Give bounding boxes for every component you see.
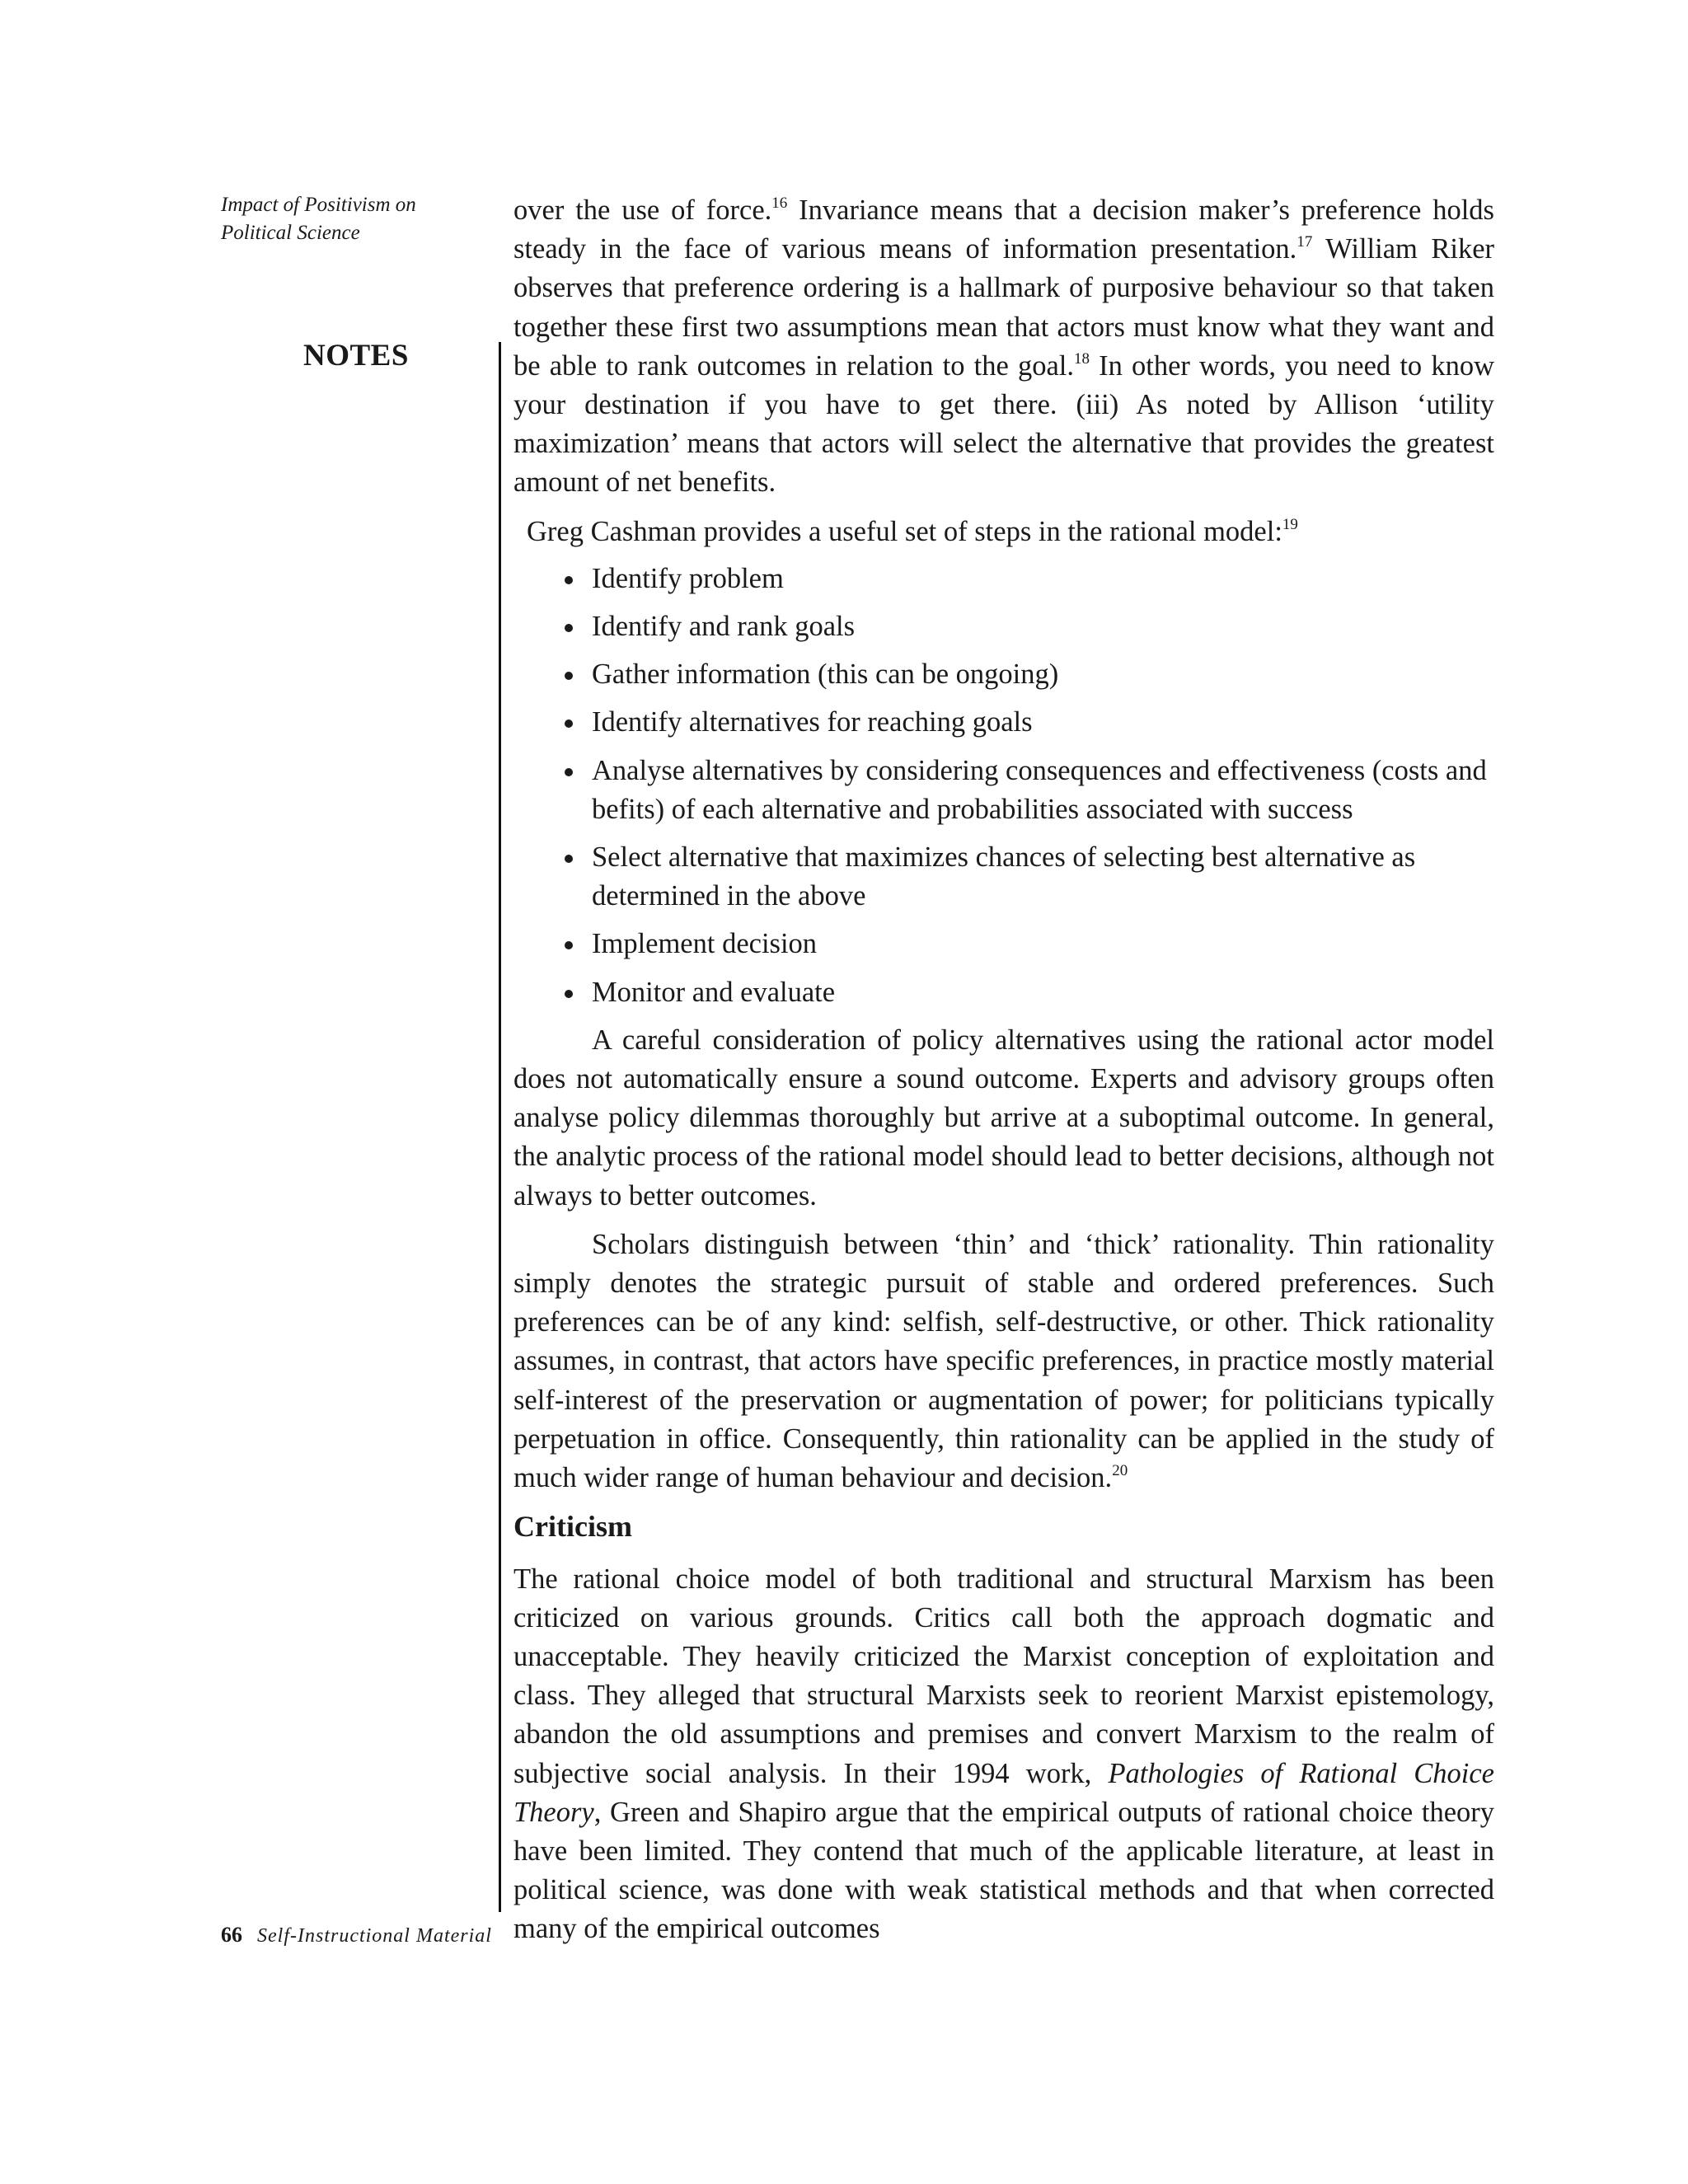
paragraph-2 <box>513 513 1494 551</box>
paragraph-text: Greg Cashman provides a useful set of steps in the rational model: <box>527 515 1282 547</box>
bullet-icon <box>565 855 573 863</box>
notes-label: NOTES <box>303 339 409 373</box>
list-item-text: Analyse alternatives by considering consequences and effectiveness (costs and befits) of each alternative and probabilities associated with success <box>592 754 1487 825</box>
list-item <box>592 703 1494 742</box>
paragraph-text: In other words, you need to know your destination if you have to get there. (iii) As noted by Allison ‘utility maximization’ means that actors will select the alternative that provides the greatest amount of net benefits. <box>513 349 1494 499</box>
bullet-icon <box>565 672 573 680</box>
list-item <box>592 925 1494 963</box>
page-number: 66 <box>221 1923 242 1947</box>
running-title: Impact of Positivism on Political Science <box>221 194 416 244</box>
paragraph-4 <box>513 1226 1494 1497</box>
bullet-icon <box>565 941 573 949</box>
main-text <box>513 191 1494 1949</box>
footer-label: Self-Instructional Material <box>257 1925 492 1947</box>
list-item <box>592 560 1494 598</box>
paragraph-5 <box>513 1560 1494 1949</box>
footnote-ref: 16 <box>771 194 788 212</box>
footnote-ref: 20 <box>1112 1462 1128 1480</box>
list-item <box>592 752 1494 829</box>
paragraph-text: , Green and Shapiro argue that the empirical outputs of rational choice theory have been limited. They contend that much of the applicable literature, at least in political science, was done with weak statistical methods and that when corrected many of the empirical outcomes <box>513 1796 1494 1945</box>
list-item-text: Select alternative that maximizes chances of selecting best alternative as determined in the above <box>592 841 1416 912</box>
list-item-text: Identify problem <box>592 562 784 594</box>
bullet-icon <box>565 576 573 584</box>
footnote-ref: 19 <box>1282 515 1298 533</box>
paragraph-text: over the use of force. <box>513 194 772 226</box>
page-footer <box>221 1923 492 1947</box>
list-item-text: Monitor and evaluate <box>592 976 836 1008</box>
list-item-text: Gather information (this can be ongoing) <box>592 658 1059 691</box>
list-item <box>592 655 1494 694</box>
footnote-ref: 17 <box>1296 233 1313 251</box>
notes-divider-rule <box>499 342 501 1912</box>
paragraph-text: Scholars distinguish between ‘thin’ and ‘thick’ rationality. Thin rationality simply denotes the strategic pursuit of stable and ordered preferences. Such preferences can be of any kind: selfish, self-destructive, or other. Thick rationality assumes, in contrast, that actors have specific preferences, in practice mostly material self-interest of the preservation or augmentation of power; for politicians typically perpetuation in office. Consequently, thin rationality can be applied in the study of much wider range of human behaviour and decision. <box>513 1228 1494 1494</box>
section-heading: Criticism <box>513 1510 632 1544</box>
list-item <box>592 607 1494 646</box>
paragraph-text: Invariance means that a decision maker’s preference holds steady in the face of various means of information presentation. <box>513 194 1494 265</box>
paragraph-text: The rational choice model of both traditional and structural Marxism has been criticized on various grounds. Critics call both the approach dogmatic and unacceptable. They heavily criticized the Marxist conception of exploitation and class. They alleged that structural Marxists seek to reorient Marxist epistemology, abandon the old assumptions and premises and convert Marxism to the realm of subjective social analysis. In their 1994 work, <box>513 1563 1494 1789</box>
list-item-text: Identify and rank goals <box>592 611 856 643</box>
paragraph-3: A careful consideration of policy alternatives using the rational actor model does not automatically ensure a sound outcome. Experts and advisory groups often analyse policy dilemmas thoroughly but arrive at a suboptimal outcome. In general, the analytic process of the rational model should lead to better decisions, although not always to better outcomes. <box>513 1024 1494 1212</box>
footnote-ref: 18 <box>1073 349 1090 368</box>
steps-list <box>513 560 1494 1012</box>
list-item-text: Implement decision <box>592 928 818 960</box>
bullet-icon <box>565 624 573 632</box>
bullet-icon <box>565 768 573 776</box>
list-item <box>592 973 1494 1012</box>
paragraph-text: William Riker observes that preference ordering is a hallmark of purposive behaviour so that taken together these first two assumptions mean that actors must know what they want and be able to rank outcomes in relation to the goal. <box>513 233 1494 382</box>
bullet-icon <box>565 719 573 728</box>
list-item <box>592 838 1494 916</box>
book-title: Pathologies of Rational Choice Theory <box>513 1757 1494 1828</box>
list-item-text: Identify alternatives for reaching goals <box>592 706 1033 738</box>
paragraph-1 <box>513 191 1494 503</box>
bullet-icon <box>565 990 573 998</box>
